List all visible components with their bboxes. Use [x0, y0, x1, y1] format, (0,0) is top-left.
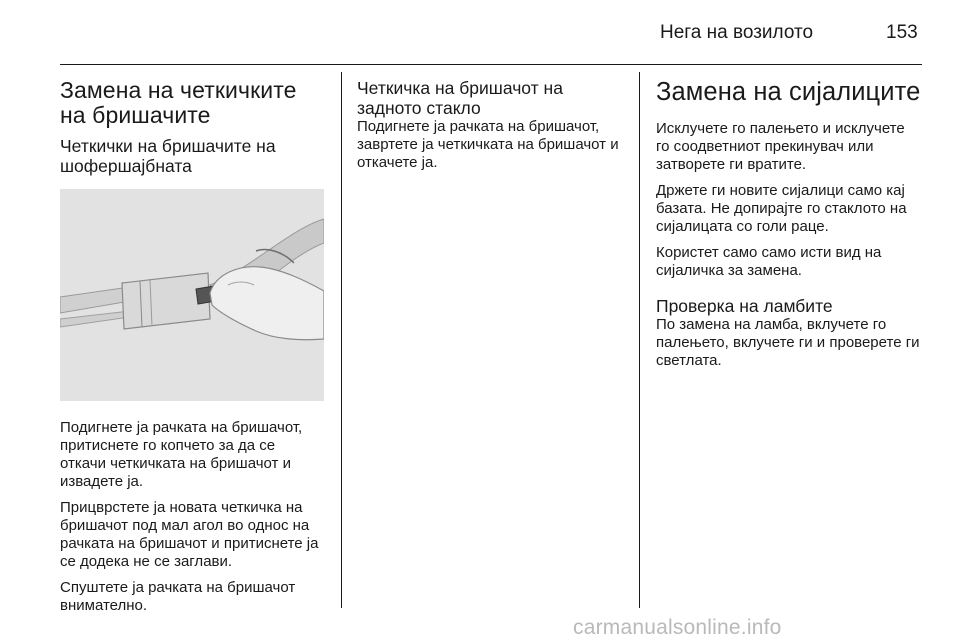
watermark: carmanualsonline.info [573, 616, 782, 639]
paragraph: Држете ги новите сијалици само кај базата. Не допирајте го стаклото на сијалицата со голи раце. [656, 182, 907, 235]
paragraph: Спуштете ја рачката на бришачот внимателно. [60, 579, 296, 614]
wiper-illustration-svg [60, 189, 324, 401]
paragraph: Прицврстете ја новата четкичка на бришачот под мал агол во однос на рачката на бришачот и притиснете ја се додека не се заглави. [60, 499, 319, 570]
paragraph: По замена на ламба, вклучете го палењето, вклучете ги и проверете ги светлата. [656, 316, 920, 369]
column-left [60, 78, 324, 623]
page-number: 153 [886, 22, 918, 43]
paragraph: Подигнете ја рачката на бришачот, притиснете го копчето за да се откачи четкичката на бришачот и извадете ја. [60, 419, 303, 490]
section-heading-bulb-replacement: Замена на сијалиците [656, 78, 921, 106]
section-heading-wiper-blades: Замена на четкичките на бришачите [60, 77, 297, 128]
subheading-lamp-check: Проверка на ламбите [656, 296, 833, 316]
column-right [656, 78, 922, 378]
column-divider [639, 72, 640, 608]
wiper-blade-release-illustration [60, 189, 324, 401]
paragraph: Подигнете ја рачката на бришачот, завртете ја четкичката на бришачот и откачете ја. [357, 118, 619, 171]
column-divider [341, 72, 342, 608]
subheading-windscreen-wipers: Четкички на бришачите на шофершајбната [60, 136, 276, 176]
subheading-rear-wiper: Четкичка на бришачот на задното стакло [357, 78, 563, 118]
header-title: Нега на возилото [660, 22, 814, 43]
paragraph: Исклучете го палењето и исклучете го соодветниот прекинувач или затворете ги вратите. [656, 120, 905, 173]
column-middle [357, 78, 625, 180]
paragraph: Користет само само исти вид на сијаличка за замена. [656, 244, 882, 279]
header-divider [60, 64, 922, 65]
